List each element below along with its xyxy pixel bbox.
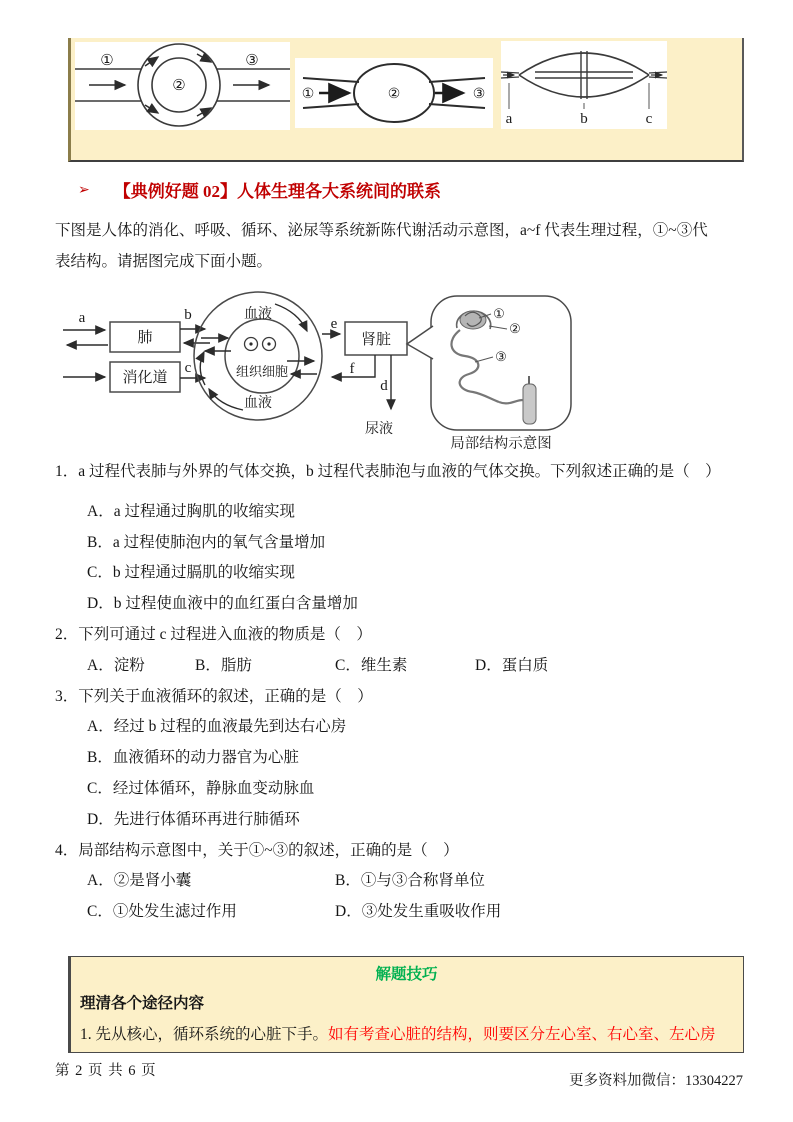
question-4 xyxy=(55,836,761,928)
question-1 xyxy=(55,457,761,620)
metabolism-diagram-drawing xyxy=(55,288,590,456)
callout-mark-2: ② xyxy=(509,321,521,336)
metabolism-diagram xyxy=(55,288,590,456)
section-heading xyxy=(78,177,441,202)
intro-paragraph xyxy=(55,215,749,277)
process-b-label: b xyxy=(184,307,192,323)
tips-title: 解题技巧 xyxy=(375,966,438,983)
question-number: 1． xyxy=(55,463,79,480)
question-3-option-b: B．血液循环的动力器官为心脏 xyxy=(87,749,299,767)
tips-item-lead: 1. 先从核心，循环系统的心脏下手。 xyxy=(80,1026,329,1043)
question-4-option-c: C．①处发生滤过作用 xyxy=(87,903,237,921)
question-2-options xyxy=(87,651,761,682)
panel2-label-1: ① xyxy=(301,87,315,102)
question-3-stem: 3．下列关于血液循环的叙述，正确的是（ ） xyxy=(55,687,373,705)
question-4-option-a: A．②是肾小囊 xyxy=(87,872,192,890)
process-e-label: e xyxy=(330,316,338,332)
callout-mark-3: ③ xyxy=(495,349,507,364)
tips-subtitle: 理清各个途径内容 xyxy=(80,995,205,1012)
vessel-panel-1 xyxy=(75,42,290,130)
footer-contact: 更多资料加微信：13304227 xyxy=(569,1073,743,1089)
question-2-option-c: C．维生素 xyxy=(335,656,408,674)
question-4-options-row-2 xyxy=(87,897,761,928)
question-4-option-b: B．①与③合称肾单位 xyxy=(335,872,485,890)
process-d-label: d xyxy=(380,378,388,394)
question-3 xyxy=(55,682,761,836)
vessel-panel-1-drawing xyxy=(75,42,290,130)
callout-mark-1: ① xyxy=(493,306,505,321)
blood-top-label: 血液 xyxy=(244,307,272,322)
panel1-label-1: ① xyxy=(100,53,114,69)
lung-label: 肺 xyxy=(137,330,153,346)
vessel-panel-3 xyxy=(501,41,667,129)
question-1-stem: 1．a 过程代表肺与外界的气体交换，b 过程代表肺泡与血液的气体交换。下列叙述正确的是（ ） xyxy=(55,463,721,480)
question-2-option-a: A．淀粉 xyxy=(87,656,145,674)
question-number: 3． xyxy=(55,687,79,705)
question-3-option-d: D．先进行体循环再进行肺循环 xyxy=(87,810,300,828)
page-number: 第 2 页 共 6 页 xyxy=(55,1063,157,1079)
vessel-panel-2-drawing xyxy=(295,58,493,128)
tips-box xyxy=(68,956,744,1053)
question-1-option-d: D．b 过程使血液中的血红蛋白含量增加 xyxy=(87,595,358,613)
panel1-label-2: ② xyxy=(172,78,186,94)
tips-item-red: 如有考查心脏的结构，则要区分左心室、右心室、左心房 xyxy=(328,1026,716,1043)
process-c-label: c xyxy=(184,360,192,376)
digestive-label: 消化道 xyxy=(122,370,168,386)
question-number: 4． xyxy=(55,841,79,859)
callout-caption: 局部结构示意图 xyxy=(450,436,552,452)
question-2-option-d: D．蛋白质 xyxy=(475,656,549,674)
panel3-label-b: b xyxy=(580,111,588,127)
question-3-option-a: A．经过 b 过程的血液最先到达右心房 xyxy=(87,718,347,736)
question-1-option-c: C．b 过程通过膈肌的收缩实现 xyxy=(87,564,295,582)
question-4-option-d: D．③处发生重吸收作用 xyxy=(335,903,502,921)
tissue-cells-label: 组织细胞 xyxy=(235,364,289,379)
panel2-label-2: ② xyxy=(387,87,401,102)
process-a-label: a xyxy=(78,310,86,326)
question-4-options-row-1 xyxy=(87,866,761,897)
panel2-label-3: ③ xyxy=(472,87,486,102)
question-2-option-b: B．脂肪 xyxy=(195,656,252,674)
question-number: 2． xyxy=(55,625,79,643)
vessel-figure-box xyxy=(68,38,744,162)
intro-line-1: 下图是人体的消化、呼吸、循环、泌尿等系统新陈代谢活动示意图，a~f 代表生理过程，①~③代 xyxy=(55,222,708,239)
blood-bottom-label: 血液 xyxy=(244,396,272,411)
section-heading-text: 【典例好题 02】人体生理各大系统间的联系 xyxy=(113,182,441,201)
section-bullet-icon: ➢ xyxy=(78,181,90,198)
process-f-label: f xyxy=(349,361,355,377)
panel3-label-a: a xyxy=(505,111,513,127)
panel3-label-c: c xyxy=(645,111,653,127)
question-4-stem: 4．局部结构示意图中，关于①~③的叙述，正确的是（ ） xyxy=(55,841,459,859)
panel1-label-3: ③ xyxy=(245,53,259,69)
question-2 xyxy=(55,620,761,682)
vessel-panel-2 xyxy=(295,58,493,128)
intro-line-2: 表结构。请据图完成下面小题。 xyxy=(55,253,273,270)
urine-label: 尿液 xyxy=(365,422,393,437)
question-3-option-c: C．经过体循环，静脉血变动脉血 xyxy=(87,779,315,797)
question-2-stem: 2．下列可通过 c 过程进入血液的物质是（ ） xyxy=(55,625,372,643)
question-list xyxy=(55,457,761,928)
tips-item-1 xyxy=(80,1019,733,1050)
kidney-label: 肾脏 xyxy=(360,332,392,348)
question-1-option-a: A．a 过程通过胸肌的收缩实现 xyxy=(87,502,295,520)
vessel-panel-3-drawing xyxy=(501,41,667,129)
question-1-option-b: B．a 过程使肺泡内的氧气含量增加 xyxy=(87,533,326,551)
